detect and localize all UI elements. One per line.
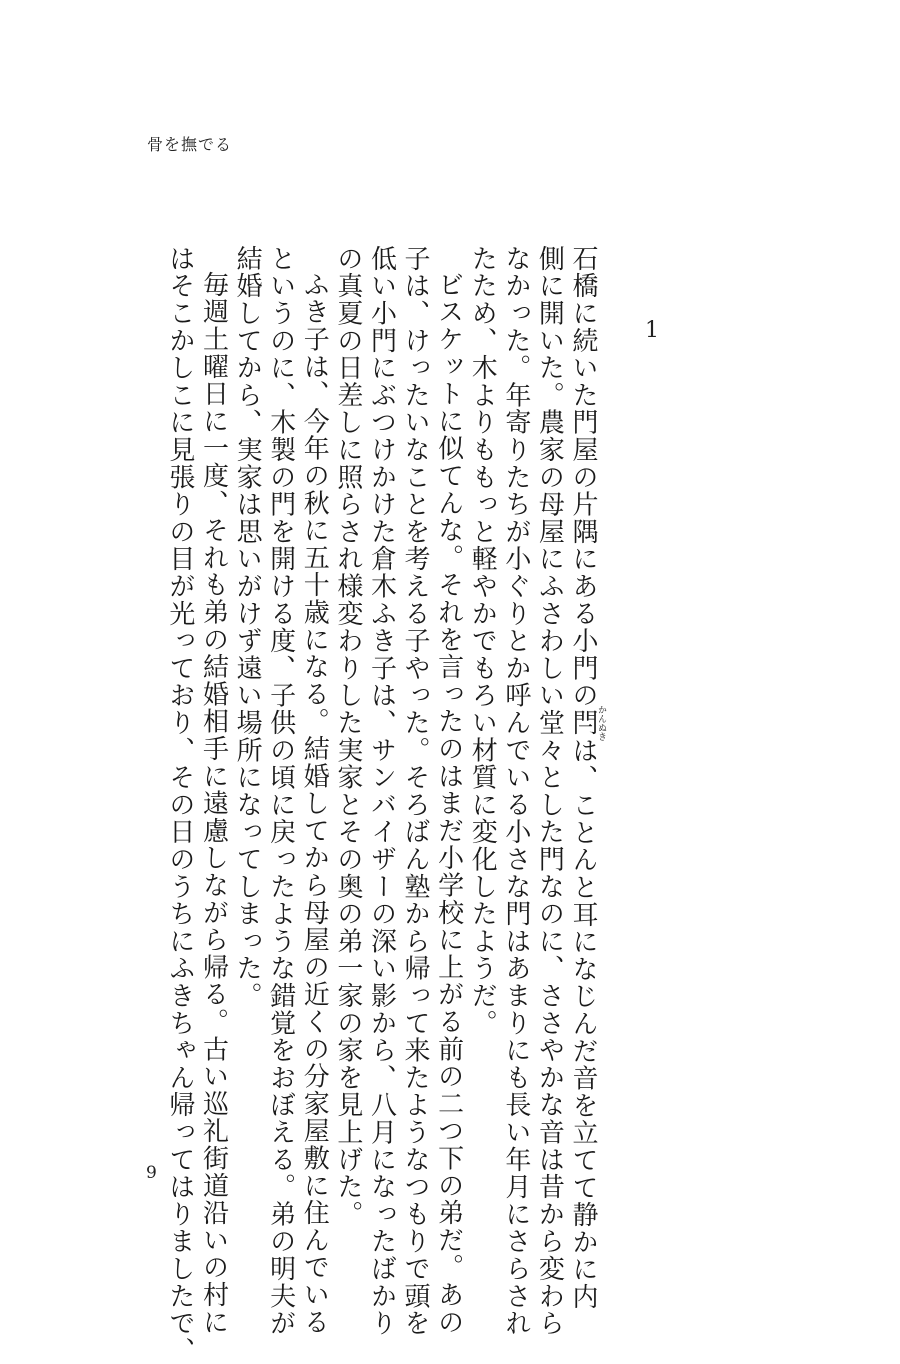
ruby-word [568, 705, 606, 742]
text-column: の真夏の日差しに照らされ様変わりした実家とその奥の弟一家の家を見上げた。 [332, 245, 363, 1228]
text-column [565, 245, 606, 1311]
chapter-number: 1 [645, 318, 659, 343]
text-column: 結婚してから、実家は思いがけず遠い場所になってしまった。 [232, 245, 263, 1010]
text-run: 石橋に続いた門屋の片隅にある小門の [568, 245, 598, 710]
text-column: 子は、けったいなことを考える子やった。そろばん塾から帰って来たようなつもりで頭を [400, 245, 431, 1337]
text-column: ビスケットに似てんな。それを言ったのはまだ小学校に上がる前の二つ下の弟だ。あの [433, 271, 464, 1336]
text-run: は、ことんと耳になじんだ音を立てて静かに内 [568, 737, 598, 1311]
text-column: 側に開いた。農家の母屋にふさわしい堂々とした門なのに、ささやかな音は昔から変わら [534, 245, 565, 1337]
text-column: たため、木よりももっと軽やかでもろい材質に変化したようだ。 [467, 245, 498, 1037]
text-column: はそこかしこに見張りの目が光っており、その日のうちにふきちゃん帰ってはりましたで、 [164, 245, 195, 1364]
body-text [162, 245, 606, 1364]
running-head: 骨を撫でる [147, 135, 233, 154]
text-column: というのに、木製の門を開ける度、子供の頃に戻ったような錯覚をおぼえる。弟の明夫が [265, 245, 296, 1337]
text-column: 毎週土曜日に一度、それも弟の結婚相手に遠慮しながら帰る。古い巡礼街道沿いの村に [198, 271, 229, 1336]
text-column: ふき子は、今年の秋に五十歳になる。結婚してから母屋の近くの分家屋敷に住んでいる [299, 271, 330, 1336]
ruby-base: 閂 [568, 705, 598, 742]
ruby-reading: かんぬき [596, 705, 606, 742]
text-column: 低い小門にぶつけかけた倉木ふき子は、サンバイザーの深い影から、八月になったばかり [366, 245, 397, 1337]
text-column: なかった。年寄りたちが小ぐりとか呼んでいる小さな門はあまりにも長い年月にさらされ [500, 245, 531, 1337]
page-number: 9 [146, 1163, 157, 1183]
